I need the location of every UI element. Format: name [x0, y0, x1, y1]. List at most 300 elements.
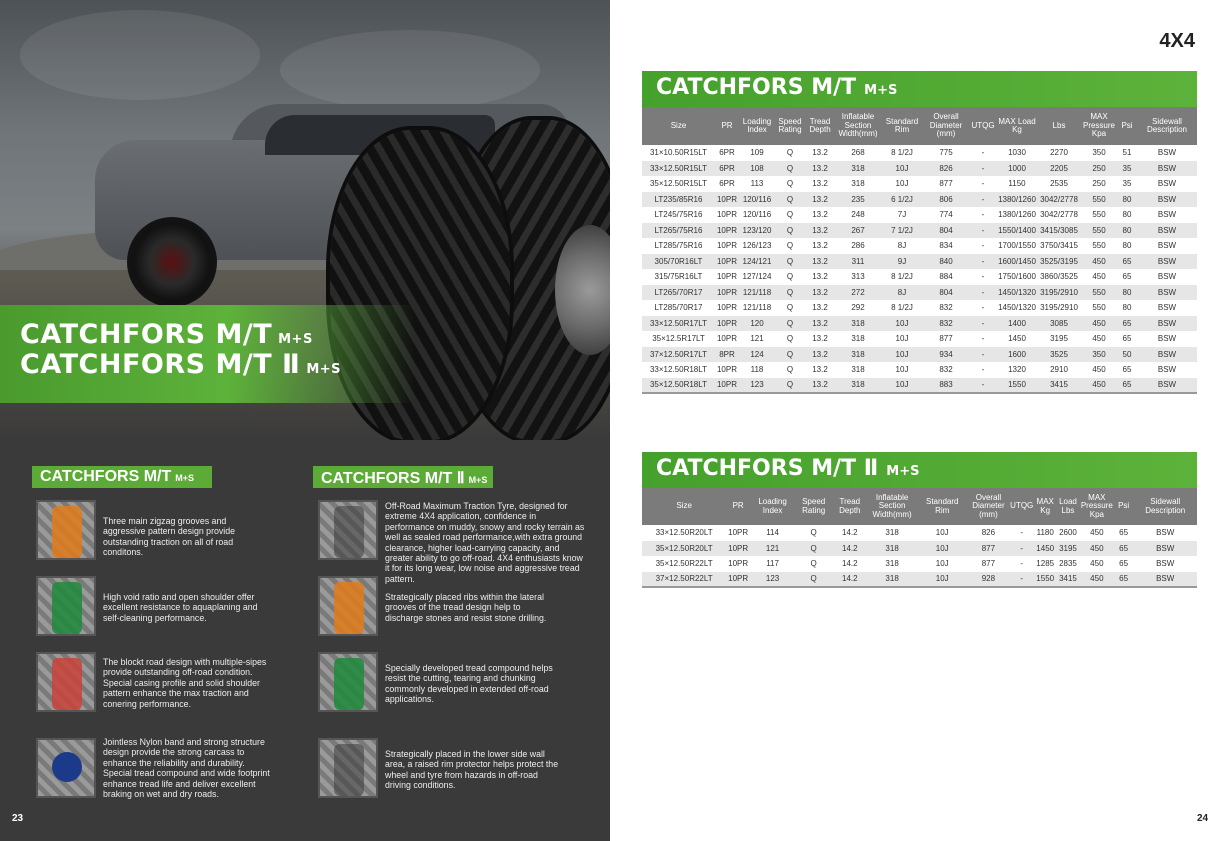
table-cell: 80 — [1117, 192, 1137, 208]
table-row — [642, 223, 1197, 239]
table-cell: 450 — [1081, 269, 1117, 285]
table-cell: 13.2 — [805, 285, 835, 301]
table-cell: BSW — [1137, 161, 1197, 177]
table-cell: 550 — [1081, 207, 1117, 223]
tread-highlight — [334, 658, 364, 710]
table-cell: 13.2 — [805, 192, 835, 208]
table-cell: 3860/3525 — [1037, 269, 1081, 285]
table-cell: 126/123 — [739, 238, 775, 254]
table-cell: Q — [775, 176, 805, 192]
table-cell: 10J — [881, 331, 923, 347]
col-header: Standard Rim — [917, 488, 968, 525]
table-row — [642, 378, 1197, 394]
table-row — [642, 207, 1197, 223]
table-cell: 877 — [923, 331, 969, 347]
table-cell: 10PR — [726, 525, 750, 541]
tread-feature-image — [36, 576, 96, 636]
table-cell: - — [969, 269, 997, 285]
table-cell: BSW — [1137, 316, 1197, 332]
table-cell: 8PR — [715, 347, 739, 363]
table-cell: Q — [775, 192, 805, 208]
table-cell: Q — [775, 269, 805, 285]
table-cell: - — [1009, 572, 1034, 588]
table-cell: 9J — [881, 254, 923, 270]
section-title-mt — [32, 466, 212, 488]
table-cell: 120/116 — [739, 207, 775, 223]
table-cell: BSW — [1137, 347, 1197, 363]
table-cell: 450 — [1081, 254, 1117, 270]
table-cell: 10J — [881, 362, 923, 378]
table-cell: 3525/3195 — [1037, 254, 1081, 270]
table-row — [642, 285, 1197, 301]
table-cell: 3195/2910 — [1037, 300, 1081, 316]
table-cell: 318 — [867, 572, 916, 588]
table-cell: 1000 — [997, 161, 1037, 177]
table-cell: Q — [795, 556, 832, 572]
cloud-shape — [20, 10, 260, 100]
table-cell: 3195 — [1037, 331, 1081, 347]
table-cell: 51 — [1117, 145, 1137, 161]
table-cell: 13.2 — [805, 269, 835, 285]
table-cell: - — [969, 176, 997, 192]
table-cell: 123/120 — [739, 223, 775, 239]
table-cell: 10PR — [715, 362, 739, 378]
table-cell: 10J — [881, 316, 923, 332]
table-cell: LT265/75R16 — [642, 223, 715, 239]
table-cell: 13.2 — [805, 300, 835, 316]
table-title-text: CATCHFORS M/T Ⅱ — [656, 456, 879, 481]
table-row — [642, 362, 1197, 378]
table-row — [642, 525, 1197, 541]
table-cell: 10J — [917, 556, 968, 572]
table-cell: 10PR — [726, 556, 750, 572]
table-cell: 318 — [867, 525, 916, 541]
table-cell: 33×12.50R18LT — [642, 362, 715, 378]
table-cell: 10PR — [715, 192, 739, 208]
table-cell: BSW — [1137, 362, 1197, 378]
table-cell: 1600 — [997, 347, 1037, 363]
table-cell: 877 — [968, 556, 1010, 572]
table-row — [642, 556, 1197, 572]
table-cell: - — [1009, 556, 1034, 572]
table-cell: BSW — [1137, 300, 1197, 316]
table-cell: 877 — [968, 541, 1010, 557]
table-cell: 318 — [867, 556, 916, 572]
product-banner — [0, 305, 415, 403]
col-header: Sidewall Description — [1133, 488, 1197, 525]
table-cell: 10J — [881, 176, 923, 192]
table-cell: 13.2 — [805, 223, 835, 239]
table-cell: 118 — [739, 362, 775, 378]
spec-table-mt2 — [642, 488, 1197, 588]
feature-description: Three main zigzag grooves and aggressive pattern design provide outstanding traction on all of road conditons. — [103, 516, 236, 558]
table-cell: 2600 — [1056, 525, 1080, 541]
table-cell: 109 — [739, 145, 775, 161]
table-cell: 10PR — [715, 254, 739, 270]
table-cell: 6PR — [715, 161, 739, 177]
table-cell: 127/124 — [739, 269, 775, 285]
col-header: UTQG — [969, 107, 997, 145]
section-title-text: CATCHFORS M/T — [40, 468, 172, 485]
table-cell: 834 — [923, 238, 969, 254]
table-cell: Q — [775, 238, 805, 254]
table-cell: 1550 — [1034, 572, 1056, 588]
table-cell: 2535 — [1037, 176, 1081, 192]
table-cell: BSW — [1137, 223, 1197, 239]
table-cell: 550 — [1081, 223, 1117, 239]
table-cell: 33×12.50R17LT — [642, 316, 715, 332]
section-title-text: CATCHFORS M/T Ⅱ — [321, 470, 465, 487]
table-cell: 65 — [1117, 362, 1137, 378]
table-cell: 3415 — [1037, 378, 1081, 394]
table-cell: 248 — [835, 207, 881, 223]
table-cell: 65 — [1114, 541, 1134, 557]
table-cell: 2835 — [1056, 556, 1080, 572]
table-cell: Q — [775, 362, 805, 378]
table-cell: Q — [775, 347, 805, 363]
table-cell: 1450 — [997, 331, 1037, 347]
table-cell: 550 — [1081, 285, 1117, 301]
table-cell: 13.2 — [805, 207, 835, 223]
col-header: Loading Index — [739, 107, 775, 145]
table-cell: 318 — [835, 347, 881, 363]
table-cell: 318 — [835, 331, 881, 347]
table-cell: - — [969, 161, 997, 177]
table-cell: 10PR — [726, 572, 750, 588]
table-cell: 124/121 — [739, 254, 775, 270]
col-header: MAX Load Kg — [997, 107, 1037, 145]
table-cell: 65 — [1117, 316, 1137, 332]
table-cell: 13.2 — [805, 316, 835, 332]
table-cell: 65 — [1114, 572, 1134, 588]
table-cell: 774 — [923, 207, 969, 223]
table-cell: - — [1009, 541, 1034, 557]
table-cell: 14.2 — [832, 556, 867, 572]
table-cell: 10PR — [726, 541, 750, 557]
table-cell: 8 1/2J — [881, 300, 923, 316]
table-cell: 550 — [1081, 192, 1117, 208]
table-cell: - — [969, 331, 997, 347]
table-cell: 37×12.50R17LT — [642, 347, 715, 363]
table-cell: 3415 — [1056, 572, 1080, 588]
table-cell: 35×12.50R22LT — [642, 556, 726, 572]
table-row — [642, 269, 1197, 285]
table-cell: 10PR — [715, 238, 739, 254]
tread-feature-image — [318, 738, 378, 798]
table-cell: 13.2 — [805, 254, 835, 270]
tread-feature-image — [36, 500, 96, 560]
table-cell: 450 — [1080, 572, 1114, 588]
tread-feature-image — [36, 652, 96, 712]
table-cell: 123 — [739, 378, 775, 394]
col-header: Tread Depth — [832, 488, 867, 525]
table-cell: 10PR — [715, 316, 739, 332]
table-cell: Q — [775, 378, 805, 394]
section-suffix: M+S — [468, 475, 488, 485]
table-cell: 318 — [835, 176, 881, 192]
table-cell: 318 — [835, 362, 881, 378]
table-cell: BSW — [1137, 331, 1197, 347]
table-cell: 10J — [917, 525, 968, 541]
table-cell: 2205 — [1037, 161, 1081, 177]
table-cell: 65 — [1114, 525, 1134, 541]
table-cell: 8 1/2J — [881, 145, 923, 161]
table-cell: BSW — [1133, 541, 1197, 557]
table-cell: 311 — [835, 254, 881, 270]
table-cell: 3195/2910 — [1037, 285, 1081, 301]
table-cell: - — [969, 362, 997, 378]
table-cell: 450 — [1081, 331, 1117, 347]
col-header: Overall Diameter (mm) — [923, 107, 969, 145]
table-cell: 120/116 — [739, 192, 775, 208]
table-cell: 10J — [917, 572, 968, 588]
col-header: MAX Pressure Kpa — [1081, 107, 1117, 145]
table-cell: - — [969, 192, 997, 208]
table-cell: 35×12.50R18LT — [642, 378, 715, 394]
table-cell: 832 — [923, 300, 969, 316]
table-cell: 1150 — [997, 176, 1037, 192]
table-cell: 806 — [923, 192, 969, 208]
col-header: Size — [642, 488, 726, 525]
table-cell: BSW — [1137, 192, 1197, 208]
table-cell: Q — [775, 161, 805, 177]
table-cell: 31×10.50R15LT — [642, 145, 715, 161]
table-cell: 121 — [750, 541, 795, 557]
table-cell: 1400 — [997, 316, 1037, 332]
table-cell: Q — [775, 300, 805, 316]
table-cell: 1450/1320 — [997, 300, 1037, 316]
table-title-mt — [642, 71, 1197, 107]
table-cell: 10PR — [715, 207, 739, 223]
table-cell: 124 — [739, 347, 775, 363]
table-row — [642, 541, 1197, 557]
table-cell: 13.2 — [805, 145, 835, 161]
tread-highlight — [52, 658, 82, 710]
table-row — [642, 316, 1197, 332]
table-cell: BSW — [1137, 378, 1197, 394]
table-cell: 13.2 — [805, 176, 835, 192]
table-cell: 826 — [968, 525, 1010, 541]
table-cell: 35×12.5R17LT — [642, 331, 715, 347]
table-cell: 14.2 — [832, 541, 867, 557]
table-cell: 883 — [923, 378, 969, 394]
table-cell: 65 — [1114, 556, 1134, 572]
table-cell: Q — [795, 572, 832, 588]
table-cell: 108 — [739, 161, 775, 177]
table-cell: BSW — [1137, 238, 1197, 254]
feature-description: Off-Road Maximum Traction Tyre, designed for extreme 4X4 application, confidence in performance on muddy, snowy and rocky terrain as well as sealed road performance,with extra ground clearance, higher load-carrying capacity, and greater ability to go off-road. 4X4 enthusiasts know it for its long wear, low noise and aggressive tread pattern. — [385, 501, 585, 584]
table-cell: 121/118 — [739, 300, 775, 316]
table-cell: 3042/2778 — [1037, 192, 1081, 208]
table-cell: 272 — [835, 285, 881, 301]
table-cell: 121 — [739, 331, 775, 347]
table-cell: 775 — [923, 145, 969, 161]
feature-description: Strategically placed in the lower side wall area, a raised rim protector helps protect the wheel and tyre from hazards in off-road driving conditions. — [385, 749, 559, 791]
table-cell: 121/118 — [739, 285, 775, 301]
table-cell: 1320 — [997, 362, 1037, 378]
table-cell: 450 — [1080, 525, 1114, 541]
table-cell: 450 — [1080, 556, 1114, 572]
table-cell: - — [969, 300, 997, 316]
tread-highlight — [334, 506, 364, 558]
tread-highlight — [52, 752, 82, 782]
table-header-row — [642, 488, 1197, 525]
table-cell: 250 — [1081, 176, 1117, 192]
table-cell: 65 — [1117, 254, 1137, 270]
table-cell: 928 — [968, 572, 1010, 588]
banner-suffix: M+S — [306, 362, 342, 377]
table-cell: 450 — [1080, 541, 1114, 557]
table-cell: 80 — [1117, 207, 1137, 223]
table-cell: 10J — [881, 161, 923, 177]
table-cell: LT285/75R16 — [642, 238, 715, 254]
table-cell: 8 1/2J — [881, 269, 923, 285]
feature-description: Jointless Nylon band and strong structure design provide the strong carcass to enhance the reliability and durability. Special tread compound and wide footprint enhance tread life and deliver excellent braking on wet and dry roads. — [103, 737, 270, 800]
tread-feature-image — [318, 500, 378, 560]
table-cell: Q — [775, 285, 805, 301]
col-header: Loading Index — [750, 488, 795, 525]
table-row — [642, 347, 1197, 363]
table-cell: 117 — [750, 556, 795, 572]
table-body — [642, 525, 1197, 587]
table-cell: 14.2 — [832, 525, 867, 541]
banner-title-mt-text: CATCHFORS M/T — [20, 319, 273, 350]
banner-title-mt — [20, 319, 313, 350]
table-cell: 350 — [1081, 347, 1117, 363]
table-cell: 10PR — [715, 223, 739, 239]
table-cell: - — [969, 378, 997, 394]
table-cell: 13.2 — [805, 378, 835, 394]
col-header: PR — [715, 107, 739, 145]
section-title-mt2 — [313, 466, 493, 488]
table-row — [642, 176, 1197, 192]
section-suffix: M+S — [175, 473, 195, 483]
table-title-mt2 — [642, 452, 1197, 488]
table-cell: 450 — [1081, 378, 1117, 394]
table-cell: Q — [795, 541, 832, 557]
table-cell: Q — [775, 145, 805, 161]
table-cell: 2270 — [1037, 145, 1081, 161]
table-row — [642, 254, 1197, 270]
table-cell: 318 — [835, 378, 881, 394]
table-cell: 8J — [881, 238, 923, 254]
table-cell: Q — [775, 316, 805, 332]
table-cell: 840 — [923, 254, 969, 270]
table-cell: 80 — [1117, 223, 1137, 239]
table-cell: 3415/3085 — [1037, 223, 1081, 239]
table-cell: 1450 — [1034, 541, 1056, 557]
table-cell: 268 — [835, 145, 881, 161]
table-row — [642, 238, 1197, 254]
col-header: MAX Kg — [1034, 488, 1056, 525]
table-cell: 6PR — [715, 145, 739, 161]
page-number-left: 23 — [12, 813, 24, 824]
table-cell: 3085 — [1037, 316, 1081, 332]
table-cell: 14.2 — [832, 572, 867, 588]
table-cell: 80 — [1117, 285, 1137, 301]
table-cell: BSW — [1137, 145, 1197, 161]
tread-feature-image — [318, 652, 378, 712]
table-cell: BSW — [1133, 525, 1197, 541]
table-cell: 10J — [881, 378, 923, 394]
table-cell: 450 — [1081, 316, 1117, 332]
table-cell: 877 — [923, 176, 969, 192]
table-cell: - — [969, 145, 997, 161]
table-cell: 832 — [923, 362, 969, 378]
table-cell: Q — [775, 254, 805, 270]
category-label: 4X4 — [1159, 30, 1195, 52]
table-cell: BSW — [1137, 254, 1197, 270]
page-number-right: 24 — [1197, 813, 1209, 824]
table-cell: 35×12.50R15LT — [642, 176, 715, 192]
table-cell: 1380/1260 — [997, 192, 1037, 208]
table-cell: 13.2 — [805, 347, 835, 363]
table-cell: 313 — [835, 269, 881, 285]
table-cell: 235 — [835, 192, 881, 208]
table-cell: 10J — [881, 347, 923, 363]
table-cell: 826 — [923, 161, 969, 177]
col-header: Standard Rim — [881, 107, 923, 145]
col-header: Inflatable Section Width(mm) — [867, 488, 916, 525]
table-cell: 250 — [1081, 161, 1117, 177]
col-header: Psi — [1117, 107, 1137, 145]
table-cell: 35 — [1117, 161, 1137, 177]
table-cell: BSW — [1137, 176, 1197, 192]
table-cell: 10J — [917, 541, 968, 557]
table-cell: 350 — [1081, 145, 1117, 161]
table-cell: 1600/1450 — [997, 254, 1037, 270]
table-cell: 2910 — [1037, 362, 1081, 378]
table-cell: 80 — [1117, 300, 1137, 316]
banner-suffix: M+S — [278, 332, 313, 347]
table-title-suffix: M+S — [886, 464, 920, 479]
col-header: UTQG — [1009, 488, 1034, 525]
table-cell: 450 — [1081, 362, 1117, 378]
col-header: Speed Rating — [775, 107, 805, 145]
banner-title-mt2 — [20, 349, 341, 380]
tread-highlight — [52, 582, 82, 634]
table-cell: 10PR — [715, 300, 739, 316]
table-cell: - — [969, 285, 997, 301]
car-wheel — [127, 217, 217, 307]
table-cell: 7J — [881, 207, 923, 223]
table-cell: 65 — [1117, 269, 1137, 285]
table-cell: 33×12.50R15LT — [642, 161, 715, 177]
table-cell: 884 — [923, 269, 969, 285]
table-cell: 10PR — [715, 331, 739, 347]
col-header: Overall Diameter (mm) — [968, 488, 1010, 525]
table-cell: 35×12.50R20LT — [642, 541, 726, 557]
table-cell: 65 — [1117, 378, 1137, 394]
table-cell: LT285/70R17 — [642, 300, 715, 316]
table-cell: 10PR — [715, 378, 739, 394]
table-cell: Q — [795, 525, 832, 541]
table-cell: 1550 — [997, 378, 1037, 394]
tread-feature-image — [318, 576, 378, 636]
table-cell: 10PR — [715, 285, 739, 301]
table-row — [642, 572, 1197, 588]
table-cell: 13.2 — [805, 331, 835, 347]
table-cell: BSW — [1137, 285, 1197, 301]
cloud-shape — [280, 30, 540, 110]
table-cell: LT235/85R16 — [642, 192, 715, 208]
table-cell: Q — [775, 223, 805, 239]
table-row — [642, 331, 1197, 347]
table-cell: 65 — [1117, 331, 1137, 347]
table-cell: 318 — [835, 161, 881, 177]
tread-highlight — [334, 582, 364, 634]
table-cell: - — [969, 238, 997, 254]
